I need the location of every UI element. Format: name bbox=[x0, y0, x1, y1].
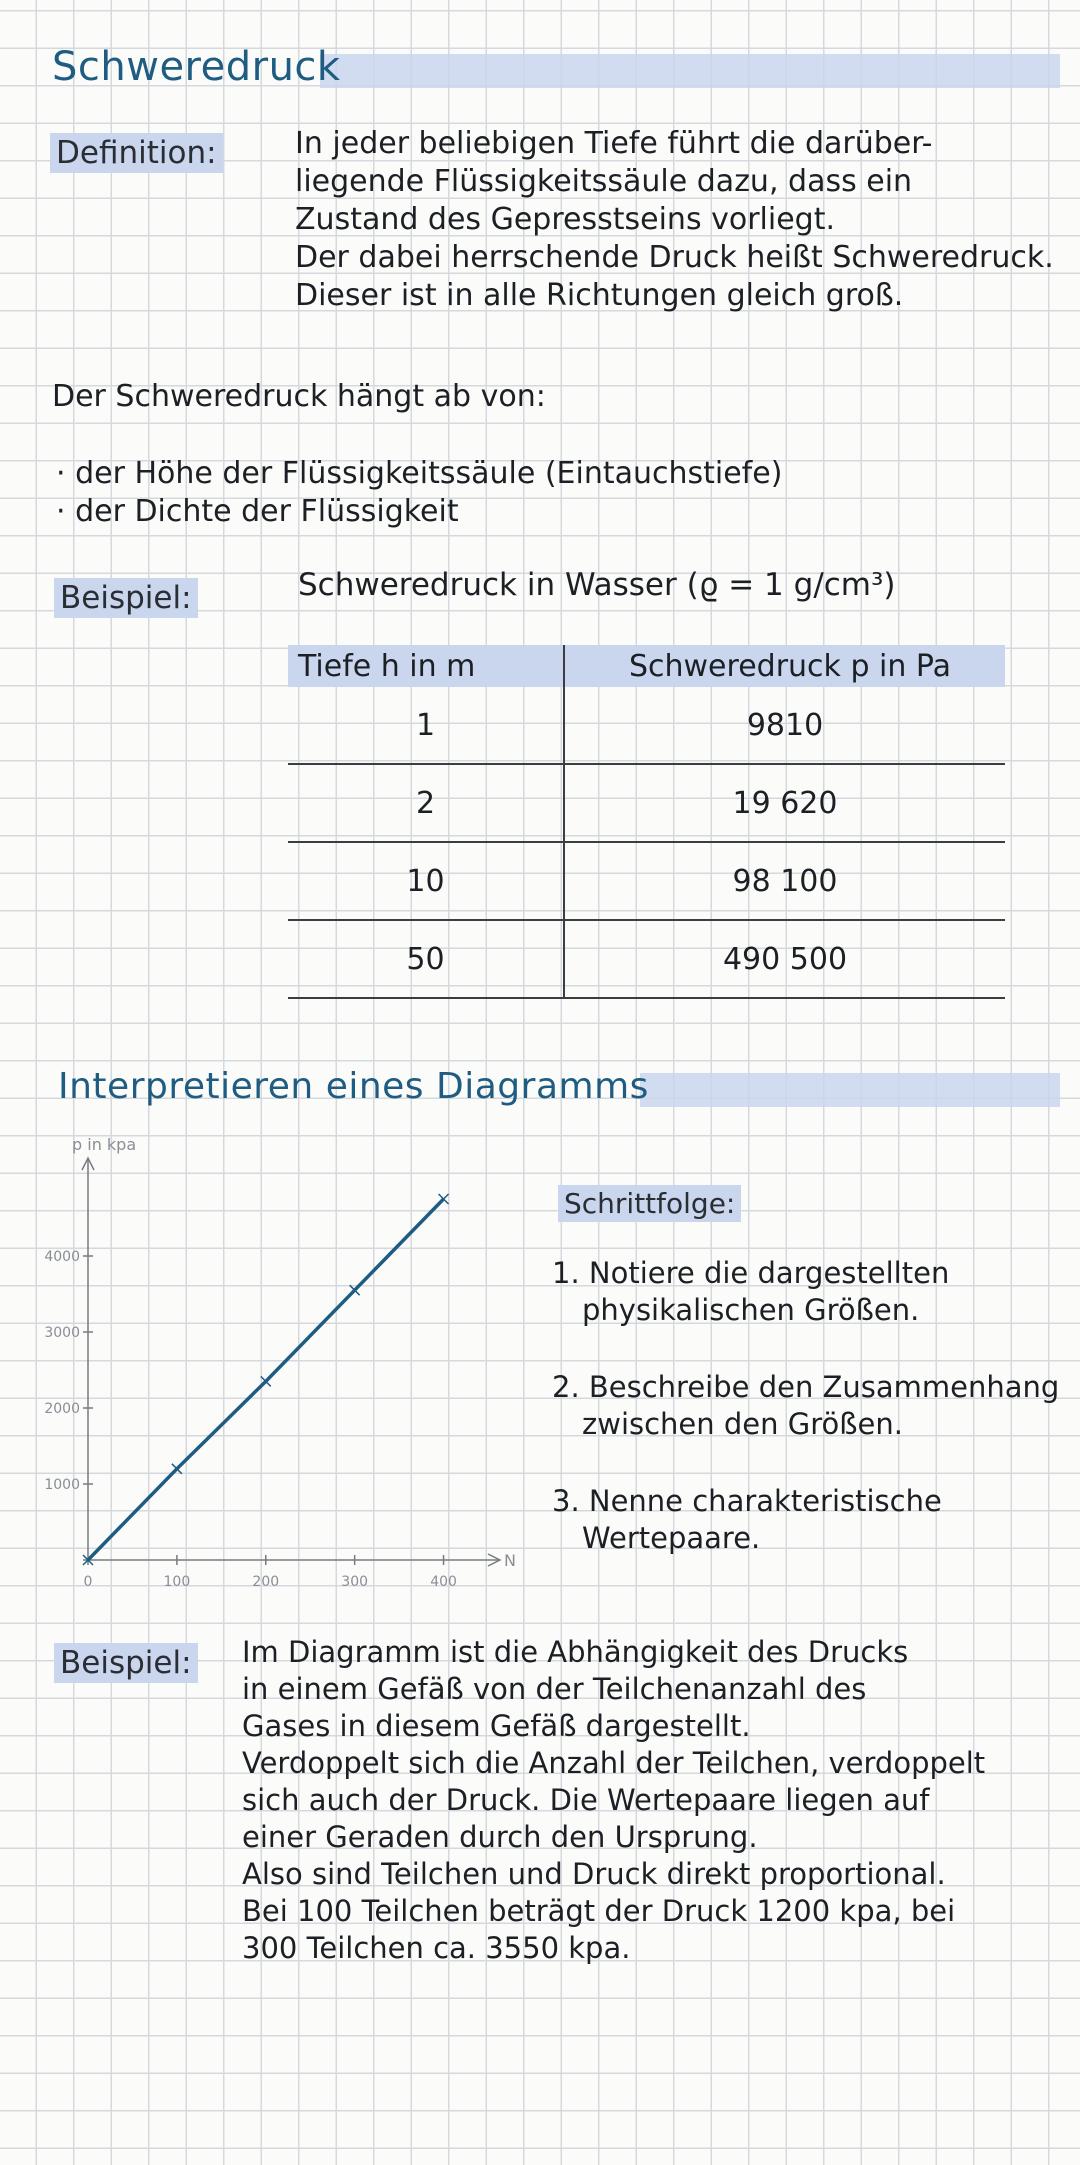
list-item bbox=[552, 1255, 1059, 1329]
list-item bbox=[552, 1483, 1059, 1557]
y-tick-label: 1000 bbox=[44, 1477, 80, 1493]
example-line: Verdoppelt sich die Anzahl der Teilchen, verdoppelt bbox=[242, 1746, 986, 1780]
definition-text bbox=[295, 125, 1054, 315]
table-cell: 10 bbox=[288, 842, 564, 920]
example-line: Also sind Teilchen und Druck direkt proportional. bbox=[242, 1857, 946, 1891]
steps-list bbox=[552, 1255, 1059, 1557]
example-line: einer Geraden durch den Ursprung. bbox=[242, 1820, 758, 1854]
step-line: Wertepaare. bbox=[582, 1521, 761, 1555]
section2-title: Interpretieren eines Diagramms bbox=[58, 1066, 649, 1107]
example-title: Schweredruck in Wasser (ϱ = 1 g/cm³) bbox=[298, 567, 896, 603]
table-cell: 9810 bbox=[564, 687, 1005, 764]
series-line bbox=[88, 1199, 444, 1560]
data-point bbox=[261, 1376, 271, 1386]
example-text bbox=[242, 1634, 985, 1967]
example-label-1: Beispiel: bbox=[54, 578, 198, 618]
definition-line: In jeder beliebigen Tiefe führt die darüber- bbox=[295, 126, 933, 161]
x-tick-label: 100 bbox=[163, 1574, 191, 1590]
definition-line: liegende Flüssigkeitssäule dazu, dass ein bbox=[295, 164, 913, 199]
y-tick-label: 2000 bbox=[44, 1401, 80, 1417]
depends-heading: Der Schweredruck hängt ab von: bbox=[52, 379, 546, 414]
table-row bbox=[288, 842, 1005, 920]
section2-highlight bbox=[640, 1073, 1060, 1107]
step-line: 2. Beschreibe den Zusammenhang bbox=[552, 1370, 1060, 1404]
table-cell: 19 620 bbox=[564, 764, 1005, 842]
x-tick-label: 300 bbox=[341, 1574, 369, 1590]
list-item bbox=[552, 1369, 1059, 1443]
table-cell: 2 bbox=[288, 764, 564, 842]
example-line: Bei 100 Teilchen beträgt der Druck 1200 kpa, bei bbox=[242, 1894, 956, 1928]
example-label-2: Beispiel: bbox=[54, 1643, 198, 1683]
table-cell: 1 bbox=[288, 687, 564, 764]
example-line: sich auch der Druck. Die Wertepaare liegen auf bbox=[242, 1783, 930, 1817]
list-item: · der Höhe der Flüssigkeitssäule (Eintauchstiefe) bbox=[56, 456, 783, 491]
example-line: in einem Gefäß von der Teilchenanzahl des bbox=[242, 1672, 867, 1706]
line-chart bbox=[20, 1135, 516, 1600]
definition-line: Der dabei herrschende Druck heißt Schweredruck. bbox=[295, 240, 1054, 275]
page-title: Schweredruck bbox=[52, 44, 341, 90]
x-tick-label: 200 bbox=[252, 1574, 280, 1590]
y-tick-label: 3000 bbox=[44, 1325, 80, 1341]
definition-line: Zustand des Gepresstseins vorliegt. bbox=[295, 202, 836, 237]
depends-list bbox=[56, 455, 782, 531]
example-line: 300 Teilchen ca. 3550 kpa. bbox=[242, 1931, 631, 1965]
y-tick-label: 4000 bbox=[44, 1249, 80, 1265]
pressure-table bbox=[288, 645, 1005, 999]
table-cell: 98 100 bbox=[564, 842, 1005, 920]
x-axis-label: N bbox=[504, 1551, 516, 1570]
table-cell: 490 500 bbox=[564, 920, 1005, 998]
table-row bbox=[288, 764, 1005, 842]
data-point bbox=[439, 1194, 449, 1204]
table-row bbox=[288, 920, 1005, 998]
list-item: · der Dichte der Flüssigkeit bbox=[56, 494, 459, 529]
table-row bbox=[288, 687, 1005, 764]
step-line: physikalischen Größen. bbox=[582, 1293, 920, 1327]
definition-line: Dieser ist in alle Richtungen gleich groß. bbox=[295, 278, 904, 313]
step-line: zwischen den Größen. bbox=[582, 1407, 903, 1441]
x-tick-label: 400 bbox=[430, 1574, 457, 1590]
example-line: Gases in diesem Gefäß dargestellt. bbox=[242, 1709, 751, 1743]
data-point bbox=[172, 1464, 182, 1474]
origin-label: 0 bbox=[83, 1574, 93, 1590]
table-cell: 50 bbox=[288, 920, 564, 998]
step-line: 3. Nenne charakteristische bbox=[552, 1484, 942, 1518]
table-header-depth: Tiefe h in m bbox=[288, 645, 564, 687]
example-line: Im Diagramm ist die Abhängigkeit des Drucks bbox=[242, 1635, 909, 1669]
data-point bbox=[350, 1285, 360, 1295]
y-axis-label: p in kpa bbox=[72, 1135, 137, 1154]
steps-heading: Schrittfolge: bbox=[558, 1185, 741, 1222]
table-header-pressure: Schweredruck p in Pa bbox=[564, 645, 1005, 687]
title-highlight bbox=[320, 54, 1060, 88]
definition-label: Definition: bbox=[50, 133, 223, 173]
step-line: 1. Notiere die dargestellten bbox=[552, 1256, 950, 1290]
